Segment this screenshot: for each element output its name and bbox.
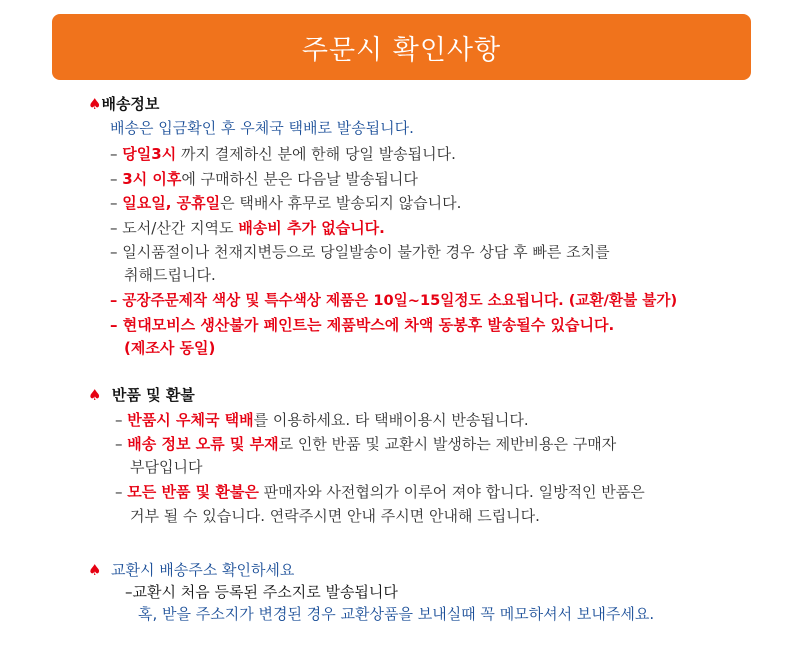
returns-line-1 (115, 411, 529, 429)
shipping-line-6: – 공장주문제작 색상 및 특수색상 제품은 10일~15일정도 소요됩니다. (교환/환불 불가) (110, 292, 678, 309)
shipping-line-7: – 현대모비스 생산불가 페인트는 제품박스에 차액 동봉후 발송될수 있습니다. (110, 316, 615, 334)
returns-line-2-highlight: 배송 정보 오류 및 부재 (127, 435, 279, 453)
spade-icon: ♠ (88, 386, 102, 404)
shipping-heading-row (88, 95, 159, 113)
shipping-line-1 (110, 145, 456, 163)
shipping-line-7-cont: (제조사 동일) (124, 339, 216, 357)
shipping-line-1-highlight: 당일3시 (122, 145, 177, 163)
exchange-heading: 교환시 배송주소 확인하세요 (111, 561, 295, 579)
shipping-line-4-text: 도서/산간 지역도 (122, 219, 239, 237)
shipping-line-3-text: 은 택배사 휴무로 발송되지 않습니다. (220, 194, 462, 212)
shipping-line-5-cont: 취해드립니다. (124, 266, 216, 284)
returns-line-1-text: 를 이용하세요. 타 택배이용시 반송됩니다. (253, 411, 529, 429)
dash: – (110, 194, 123, 212)
dash: – (110, 219, 123, 237)
spade-icon: ♠ (88, 95, 102, 113)
banner-title: 주문시 확인사항 (301, 34, 502, 66)
shipping-line-3-highlight: 일요일, 공휴일 (122, 194, 221, 212)
exchange-heading-row (88, 561, 294, 579)
exchange-line-1: –교환시 처음 등록된 주소지로 발송됩니다 (125, 583, 398, 601)
returns-line-2-cont: 부담입니다 (130, 458, 203, 476)
dash: – (115, 435, 128, 453)
returns-line-2-text: 로 인한 반품 및 교환시 발생하는 제반비용은 구매자 (278, 435, 617, 453)
returns-line-3-cont: 거부 될 수 있습니다. 연락주시면 안내 주시면 안내해 드립니다. (130, 507, 540, 525)
returns-heading: 반품 및 환불 (111, 386, 195, 404)
shipping-line-3 (110, 194, 461, 212)
dash: – (115, 411, 128, 429)
dash: – (110, 170, 123, 188)
shipping-line-2-highlight: 3시 이후 (122, 170, 182, 188)
dash: – (110, 145, 123, 163)
returns-line-2 (115, 435, 616, 453)
spade-icon: ♠ (88, 561, 102, 579)
shipping-line-4 (110, 219, 385, 237)
shipping-line-1-text: 까지 결제하신 분에 한해 당일 발송됩니다. (176, 145, 456, 163)
returns-line-3 (115, 483, 645, 501)
exchange-line-2: 혹, 받을 주소지가 변경된 경우 교환상품을 보내실때 꼭 메모하셔서 보내주세요. (138, 605, 655, 623)
shipping-intro: 배송은 입금확인 후 우체국 택배로 발송됩니다. (110, 119, 414, 137)
returns-line-3-highlight: 모든 반품 및 환불은 (127, 483, 259, 501)
shipping-line-4-highlight: 배송비 추가 없습니다. (238, 219, 385, 237)
shipping-line-5: – 일시품절이나 천재지변등으로 당일발송이 불가한 경우 상담 후 빠른 조치를 (110, 243, 610, 261)
title-banner (52, 14, 751, 80)
returns-line-3-text: 판매자와 사전협의가 이루어 져야 합니다. 일방적인 반품은 (258, 483, 645, 501)
shipping-line-2 (110, 170, 418, 188)
returns-line-1-highlight: 반품시 우체국 택배 (127, 411, 254, 429)
shipping-line-2-text: 에 구매하신 분은 다음날 발송됩니다 (181, 170, 418, 188)
dash: – (115, 483, 128, 501)
returns-heading-row (88, 386, 195, 404)
shipping-heading: 배송정보 (101, 95, 160, 113)
